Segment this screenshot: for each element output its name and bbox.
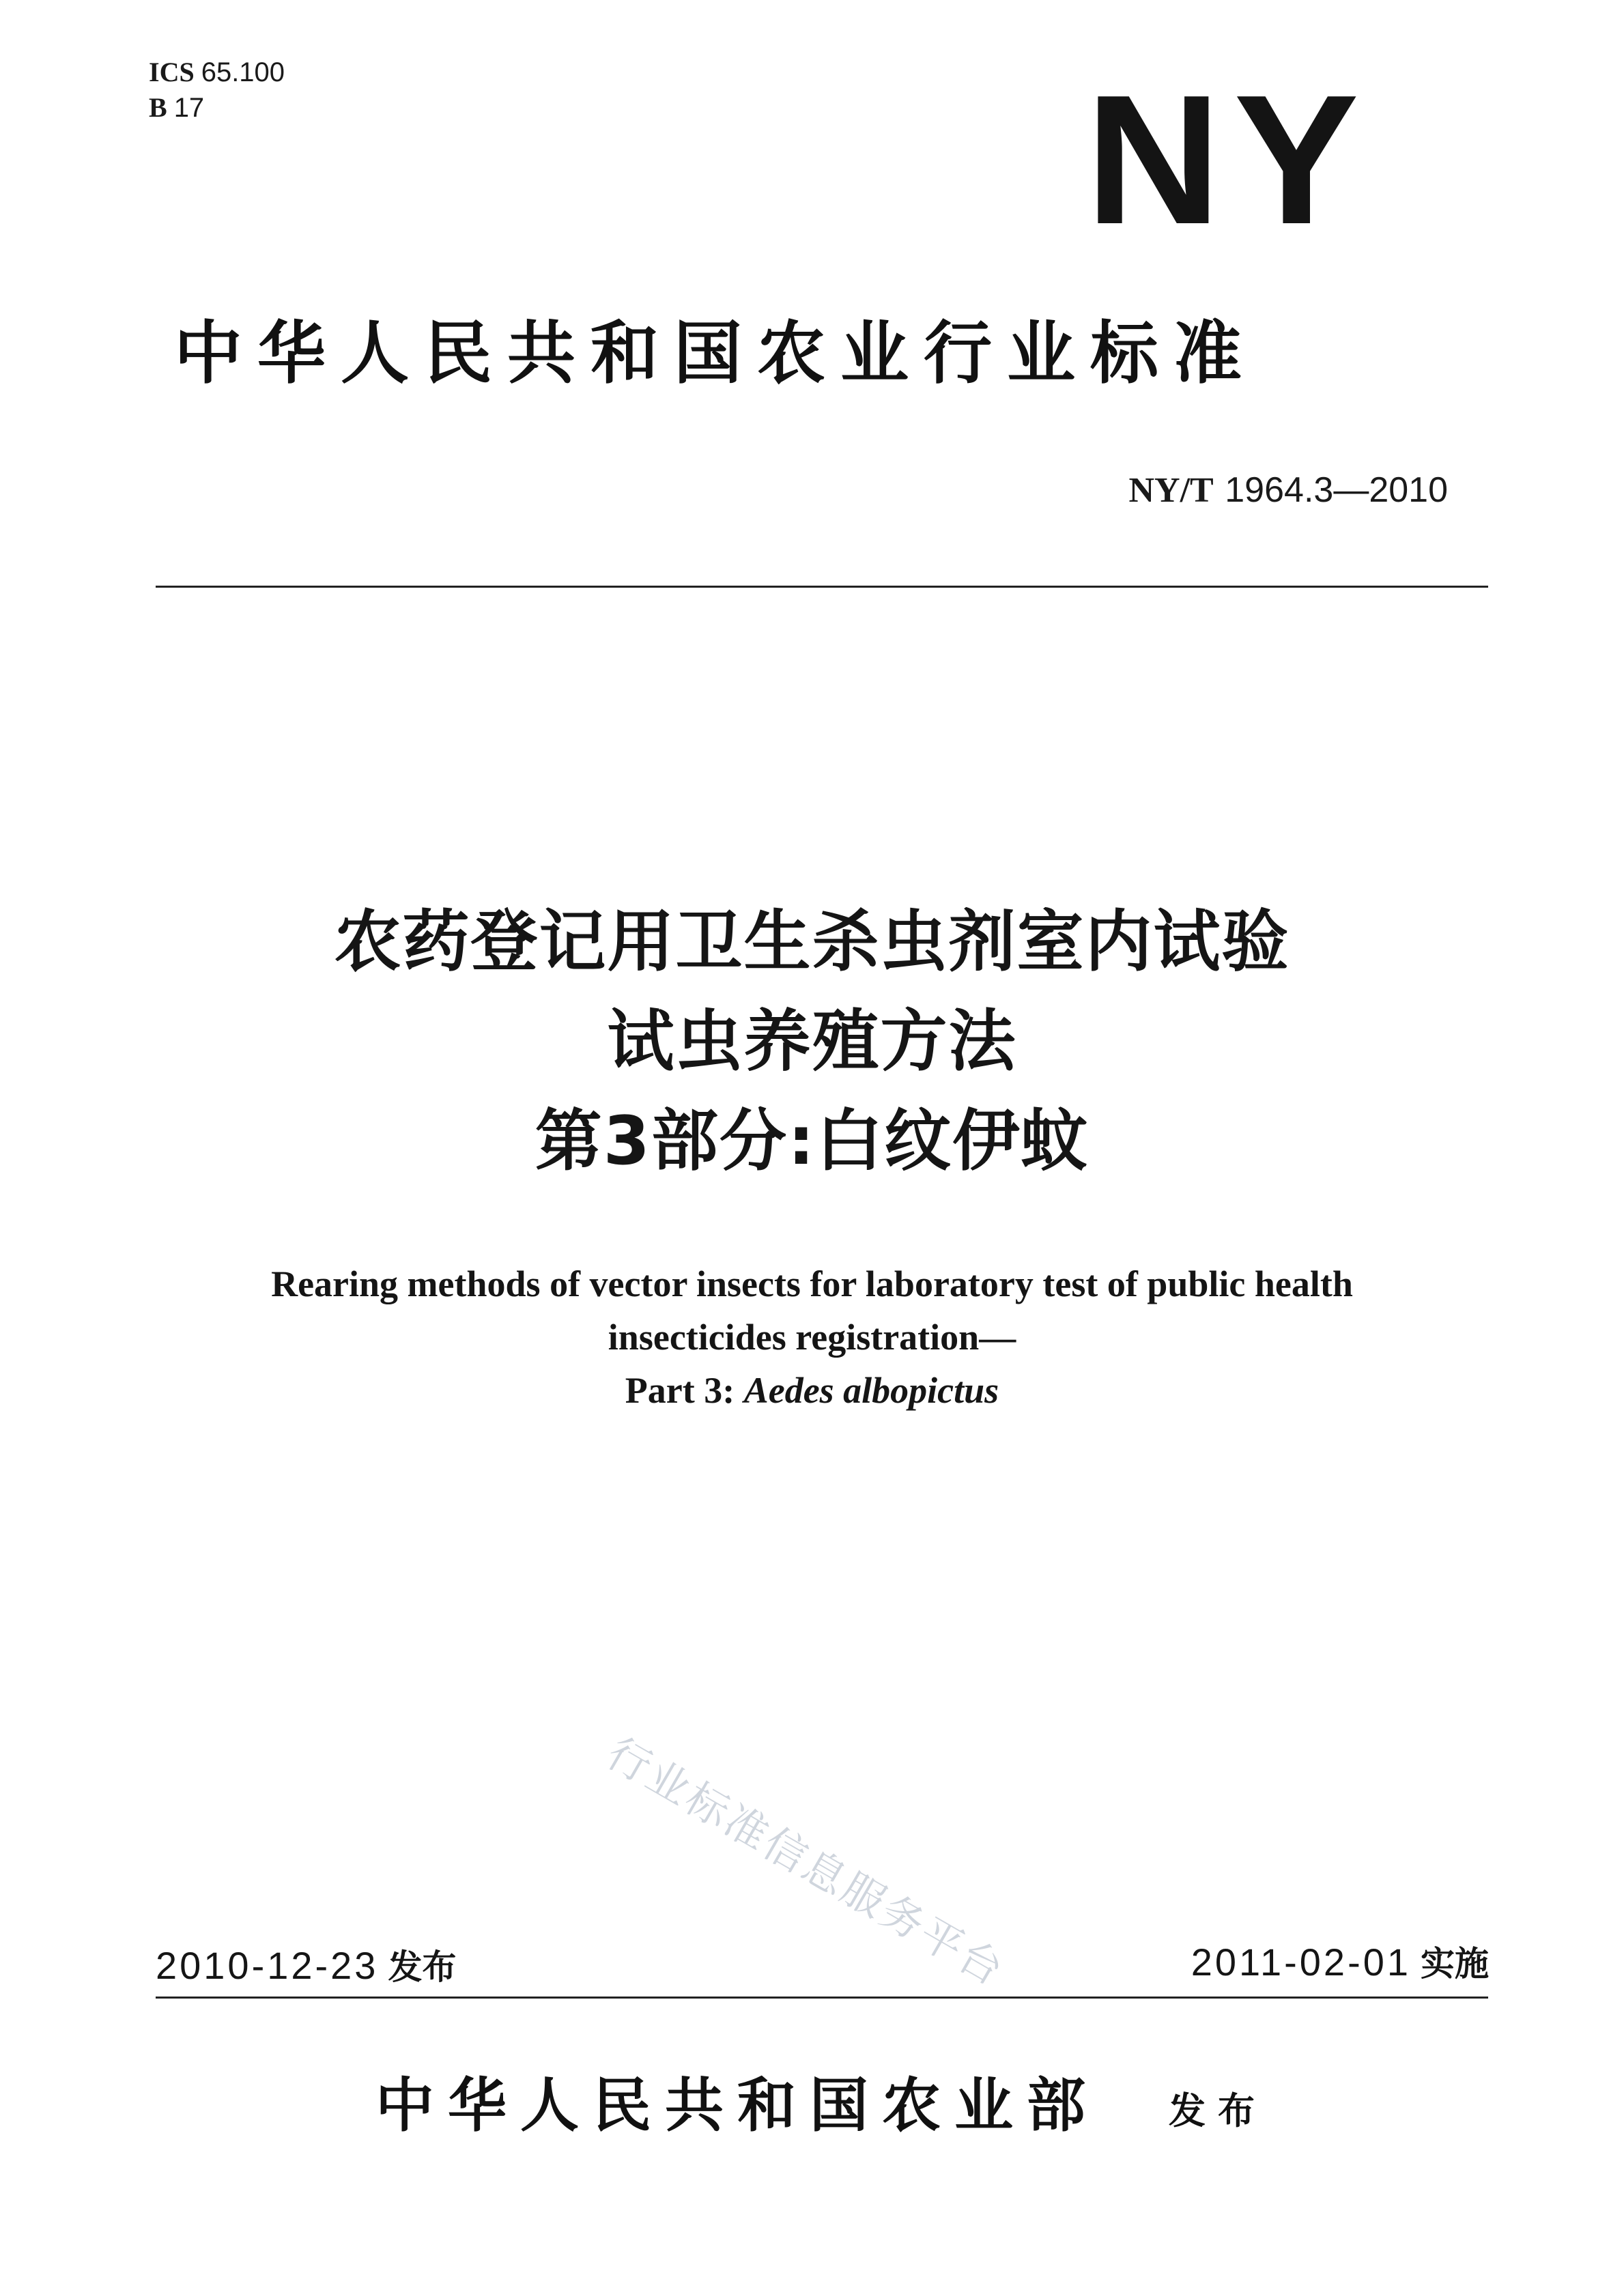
issue-date: 2010-12-23 发布 xyxy=(156,1944,457,1987)
classification-block xyxy=(149,55,285,126)
watermark: 行业标准信息服务平台 xyxy=(599,1728,1014,1997)
english-title-line-1: Rearing methods of vector insects for laboratory test of public health xyxy=(271,1263,1353,1304)
standard-number: NY/T 1964.3—2010 xyxy=(1128,470,1448,510)
top-divider xyxy=(156,586,1488,588)
implementation-date: 2011-02-01 实施 xyxy=(1191,1941,1489,1984)
species-name: Aedes albopictus xyxy=(743,1370,999,1411)
publisher-name: 中华人民共和国农业部 xyxy=(375,2071,1099,2140)
ny-logo: NY xyxy=(1085,57,1372,263)
ics-code: ICS 65.100 xyxy=(149,57,285,87)
english-title-line-3: Part 3: Aedes albopictus xyxy=(625,1370,999,1411)
ccs-code: B 17 xyxy=(149,92,205,123)
english-title-line-2: insecticides registration— xyxy=(608,1317,1016,1358)
bottom-divider xyxy=(156,1997,1488,1999)
publisher-suffix: 发布 xyxy=(1169,2089,1267,2132)
standard-title: 中华人民共和国农业行业标准 xyxy=(174,313,1257,393)
chinese-title-line-1: 农药登记用卫生杀虫剂室内试验 xyxy=(334,903,1290,981)
chinese-title-line-2: 试虫养殖方法 xyxy=(607,1003,1017,1081)
chinese-title-line-3: 第3部分:白纹伊蚊 xyxy=(535,1102,1089,1180)
